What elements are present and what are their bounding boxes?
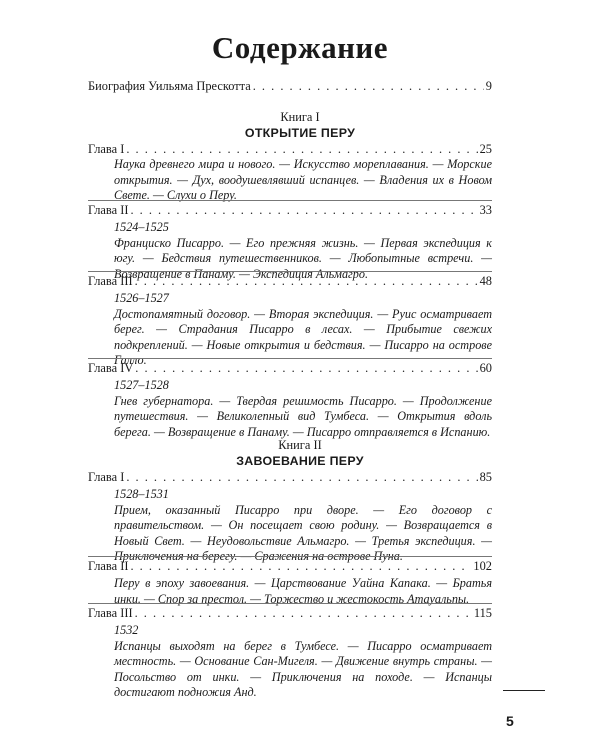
page-number: 5 <box>506 713 514 729</box>
book-title: ОТКРЫТИЕ ПЕРУ <box>244 126 356 140</box>
chapter-summary: Гнев губернатора. — Твердая решимость Писарро. — Продолжение путешествия. — Великолепный вид Тумбеса. — Открытия вдоль берега. — Возвращение в Панаму. — Писарро отправляется в Испанию. <box>114 393 492 439</box>
divider <box>88 271 492 272</box>
chapter-years: 1528–1531 <box>114 487 169 501</box>
chapter-label: Глава I <box>88 142 125 156</box>
chapter-years: 1526–1527 <box>114 291 169 305</box>
chapter-page-number: 115 <box>473 606 492 620</box>
leader-dots <box>135 274 478 289</box>
chapter-label: Глава II <box>88 203 129 217</box>
leader-dots <box>135 361 477 376</box>
toc-page-number: 9 <box>485 79 492 93</box>
leader-dots <box>135 606 472 621</box>
chapter-label: Глава I <box>88 470 125 484</box>
divider <box>88 358 492 359</box>
chapter-entry[interactable] <box>88 361 492 440</box>
book-label: Книга I <box>280 110 320 124</box>
chapter-label: Глава III <box>88 606 133 620</box>
leader-dots <box>130 203 477 218</box>
chapter-years: 1524–1525 <box>114 220 169 234</box>
chapter-page-number: 48 <box>479 274 492 288</box>
chapter-summary: Прием, оказанный Писарро при дворе. — Его договор с правительством. — Он посещает свою родину. — Возвращается в Новый Свет. — Неудовольствие Альмагро. — Третья экспедиция. — Приключения на берегу. — Сражения на острове Пуна. <box>114 502 492 564</box>
chapter-entry[interactable] <box>88 142 492 204</box>
chapter-page-number: 25 <box>479 142 492 156</box>
leader-dots <box>126 142 477 157</box>
chapter-years: 1532 <box>114 623 139 637</box>
footer-rule <box>503 690 545 691</box>
chapter-entry[interactable] <box>88 470 492 565</box>
chapter-entry[interactable] <box>88 559 492 607</box>
divider <box>88 200 492 201</box>
chapter-entry[interactable] <box>88 274 492 369</box>
chapter-label: Глава IV <box>88 361 134 375</box>
chapter-page-number: 102 <box>473 559 492 573</box>
toc-entry-biography[interactable] <box>88 79 492 94</box>
toc-entry-label: Биография Уильяма Прескотта <box>88 79 251 93</box>
chapter-page-number: 33 <box>479 203 492 217</box>
leader-dots <box>130 559 471 574</box>
chapter-label: Глава III <box>88 274 133 288</box>
book-title: ЗАВОЕВАНИЕ ПЕРУ <box>236 454 364 468</box>
chapter-years: 1527–1528 <box>114 378 169 392</box>
chapter-summary: Перу в эпоху завоевания. — Царствование Уайна Капака. — Братья инки. — Спор за престол. — Торжество и жестокость Атауальпы. <box>114 576 492 606</box>
leader-dots <box>253 79 484 94</box>
chapter-summary: Достопамятный договор. — Вторая экспедиция. — Руис осматривает берег. — Страдания Писарро в лесах. — Прибытие свежих подкреплений. — Новые открытия и бедствия. — Писарро на острове Галло. <box>114 306 492 368</box>
chapter-page-number: 85 <box>479 470 492 484</box>
page-title: Содержание <box>211 30 389 65</box>
divider <box>88 603 492 604</box>
chapter-summary: Испанцы выходят на берег в Тумбесе. — Писарро осматривает местность. — Основание Сан-Мигеля. — Движение внутрь страны. — Посольство от инки. — Приключения на походе. — Испанцы достигают подножия Анд. <box>114 638 492 700</box>
chapter-summary: Наука древнего мира и нового. — Искусство мореплавания. — Морские открытия. — Дух, воодушевлявший испанцев. — Владения их в Новом Свете. — Слухи о Перу. <box>114 157 492 203</box>
chapter-label: Глава II <box>88 559 129 573</box>
book-label: Книга II <box>278 438 322 452</box>
chapter-summary: Франциско Писарро. — Его прежняя жизнь. — Первая экспедиция к югу. — Бедствия путешественников. — Любопытные встречи. — Возвращение в Панаму. — Экспедиция Альмагро. <box>114 235 492 281</box>
chapter-page-number: 60 <box>479 361 492 375</box>
leader-dots <box>126 470 477 485</box>
chapter-entry[interactable] <box>88 606 492 701</box>
divider <box>88 556 492 557</box>
